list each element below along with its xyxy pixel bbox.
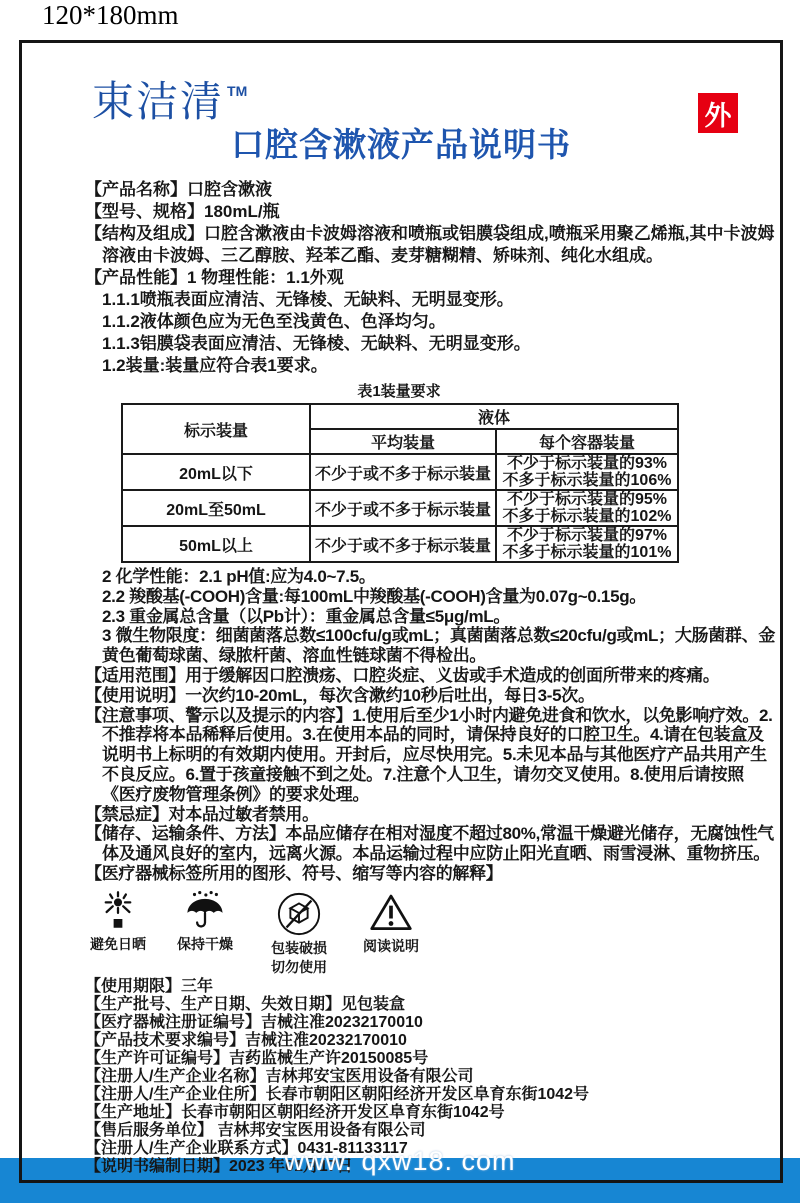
- table-header-avg: 平均装量: [310, 429, 496, 454]
- table-header-each: 每个容器装量: [496, 429, 678, 454]
- table-row: [122, 454, 678, 490]
- avoid-sunlight-icon: [96, 891, 140, 933]
- cooh-content-line: 2.2 羧酸基(-COOH)含量:每100mL中羧酸基(-COOH)含量为0.07g~0.15g。: [102, 586, 647, 606]
- table-header-row-1: [122, 404, 678, 429]
- symbol-label-2: 切勿使用: [271, 958, 327, 975]
- symbols-row: [77, 891, 777, 975]
- table-cell-avg: 不少于或不多于标示装量: [310, 490, 496, 526]
- precautions-line: 【注意事项、警示以及提示的内容】1.使用后至少1小时内避免进食和饮水，以免影响疗效。2.不推荐将本品稀释后使用。3.在使用本品的同时，请保持良好的口腔卫生。4.请在包装盒及说明书上标明的有效期内使用。开封后，应尽快用完。5.未见本品与其他医疗产品共用产生不良反应。6.置于孩童接触不到之处。7.注意个人卫生，请勿交叉使用。8.使用后请按照《医疗废物管理条例》的要求处理。: [85, 705, 773, 804]
- table-header-label-col: 标示装量: [122, 404, 310, 454]
- keep-dry-icon: [183, 891, 227, 933]
- upper-section: [85, 179, 777, 377]
- each-line-1: 不少于标示装量的93%: [506, 455, 668, 472]
- table-cell-avg: 不少于或不多于标示装量: [310, 526, 496, 562]
- compile-date-line: 【说明书编制日期】2023 年01月17日: [85, 1157, 353, 1175]
- export-badge: 外: [698, 93, 738, 133]
- storage-line: 【储存、运输条件、方法】本品应储存在相对湿度不超过80%,常温干燥避光储存，无腐蚀性气体及通风良好的室内，远离火源。本品运输过程中应防止阳光直晒、雨雪浸淋、重物挤压。: [85, 824, 774, 864]
- each-line-1: 不少于标示装量的95%: [506, 491, 668, 508]
- performance-line: 【产品性能】1 物理性能：1.1外观: [85, 268, 344, 287]
- item-1-1-2-line: 1.1.2液体颜色应为无色至浅黄色、色泽均匀。: [102, 312, 446, 331]
- chemical-performance-line: 2 化学性能：2.1 pH值:应为4.0~7.5。: [102, 567, 376, 586]
- item-1-2-line: 1.2装量:装量应符合表1要求。: [102, 356, 328, 375]
- each-line-2: 不多于标示装量的106%: [502, 472, 672, 489]
- document-body: [85, 179, 777, 1176]
- heavy-metal-line: 2.3 重金属总含量（以Pb计）：重金属总含量≤5μg/mL。: [102, 606, 511, 626]
- document-title: 口腔含漱液产品说明书: [231, 126, 571, 163]
- capacity-table: [121, 403, 679, 563]
- table-cell-label: 50mL以上: [122, 526, 310, 562]
- symbol-label: 阅读说明: [363, 937, 419, 954]
- table-cell-label: 20mL至50mL: [122, 490, 310, 526]
- table-cell-each: [496, 490, 678, 526]
- package-damaged-icon: [276, 891, 322, 937]
- after-sales-line: 【售后服务单位】 吉林邦安宝医用设备有限公司: [85, 1121, 426, 1139]
- manufacturer-name-line: 【注册人/生产企业名称】吉林邦安宝医用设备有限公司: [85, 1067, 474, 1085]
- symbol-read-instructions: [347, 891, 435, 954]
- symbol-avoid-sunlight: [77, 891, 159, 952]
- table-row: [122, 490, 678, 526]
- symbol-label: 包装破损: [271, 939, 327, 956]
- read-instructions-icon: [368, 891, 414, 935]
- production-address-line: 【生产地址】长春市朝阳区朝阳经济开发区阜育东街1042号: [85, 1103, 505, 1121]
- each-line-2: 不多于标示装量的101%: [502, 544, 672, 561]
- table-cell-each: [496, 454, 678, 490]
- symbol-keep-dry: [159, 891, 251, 952]
- composition-line: 【结构及组成】口腔含漱液由卡波姆溶液和喷瓶或铝膜袋组成,喷瓶采用聚乙烯瓶,其中卡波姆溶液由卡波姆、三乙醇胺、羟苯乙酯、麦芽糖糊精、矫味剂、纯化水组成。: [85, 224, 775, 265]
- table-header-group: 液体: [310, 404, 678, 429]
- symbol-package-damaged: [251, 891, 347, 975]
- manufacturer-address-line: 【注册人/生产企业住所】长春市朝阳区朝阳经济开发区阜育东街1042号: [85, 1085, 590, 1103]
- table-cell-avg: 不少于或不多于标示装量: [310, 454, 496, 490]
- service-life-line: 【使用期限】三年: [85, 977, 214, 995]
- contact-line: 【注册人/生产企业联系方式】0431-81133117: [85, 1139, 408, 1157]
- product-name-line: 【产品名称】口腔含漱液: [85, 180, 272, 199]
- scope-line: 【适用范围】用于缓解因口腔溃疡、口腔炎症、义齿或手术造成的创面所带来的疼痛。: [85, 665, 720, 685]
- each-line-2: 不多于标示装量的102%: [502, 508, 672, 525]
- watermark: www. qxw18. com: [284, 1146, 516, 1176]
- trademark-sup: TM: [227, 83, 248, 99]
- production-license-line: 【生产许可证编号】吉药监械生产许20150085号: [85, 1049, 429, 1067]
- table-caption: 表1装量要求: [357, 383, 441, 400]
- model-spec-line: 【型号、规格】180mL/瓶: [85, 202, 280, 221]
- tech-requirement-line: 【产品技术要求编号】吉械注准20232170010: [85, 1031, 407, 1049]
- batch-date-line: 【生产批号、生产日期、失效日期】见包装盒: [85, 995, 406, 1013]
- symbol-label: 避免日晒: [90, 935, 146, 952]
- symbol-label: 保持干燥: [177, 935, 233, 952]
- item-1-1-3-line: 1.1.3铝膜袋表面应清洁、无锋棱、无缺料、无明显变形。: [102, 334, 531, 353]
- size-label: 120*180mm: [42, 0, 179, 30]
- contraindication-line: 【禁忌症】对本品过敏者禁用。: [85, 804, 319, 824]
- table-row: [122, 526, 678, 562]
- item-1-1-1-line: 1.1.1喷瓶表面应清洁、无锋棱、无缺料、无明显变形。: [102, 290, 514, 309]
- document-frame: [19, 40, 783, 1183]
- table-cell-each: [496, 526, 678, 562]
- microbial-limit-line: 3 微生物限度：细菌菌落总数≤100cfu/g或mL；真菌菌落总数≤20cfu/g或mL；大肠菌群、金黄色葡萄球菌、绿脓杆菌、溶血性链球菌不得检出。: [102, 626, 776, 666]
- registration-no-line: 【医疗器械注册证编号】吉械注准20232170010: [85, 1013, 423, 1031]
- mid-section: [85, 567, 777, 884]
- usage-line: 【使用说明】一次约10-20mL，每次含漱约10秒后吐出，每日3-5次。: [85, 685, 595, 705]
- brand-text: 束洁清: [92, 78, 225, 125]
- symbols-explanation-line: 【医疗器械标签所用的图形、符号、缩写等内容的解释】: [85, 863, 503, 883]
- each-line-1: 不少于标示装量的97%: [506, 527, 668, 544]
- table-cell-label: 20mL以下: [122, 454, 310, 490]
